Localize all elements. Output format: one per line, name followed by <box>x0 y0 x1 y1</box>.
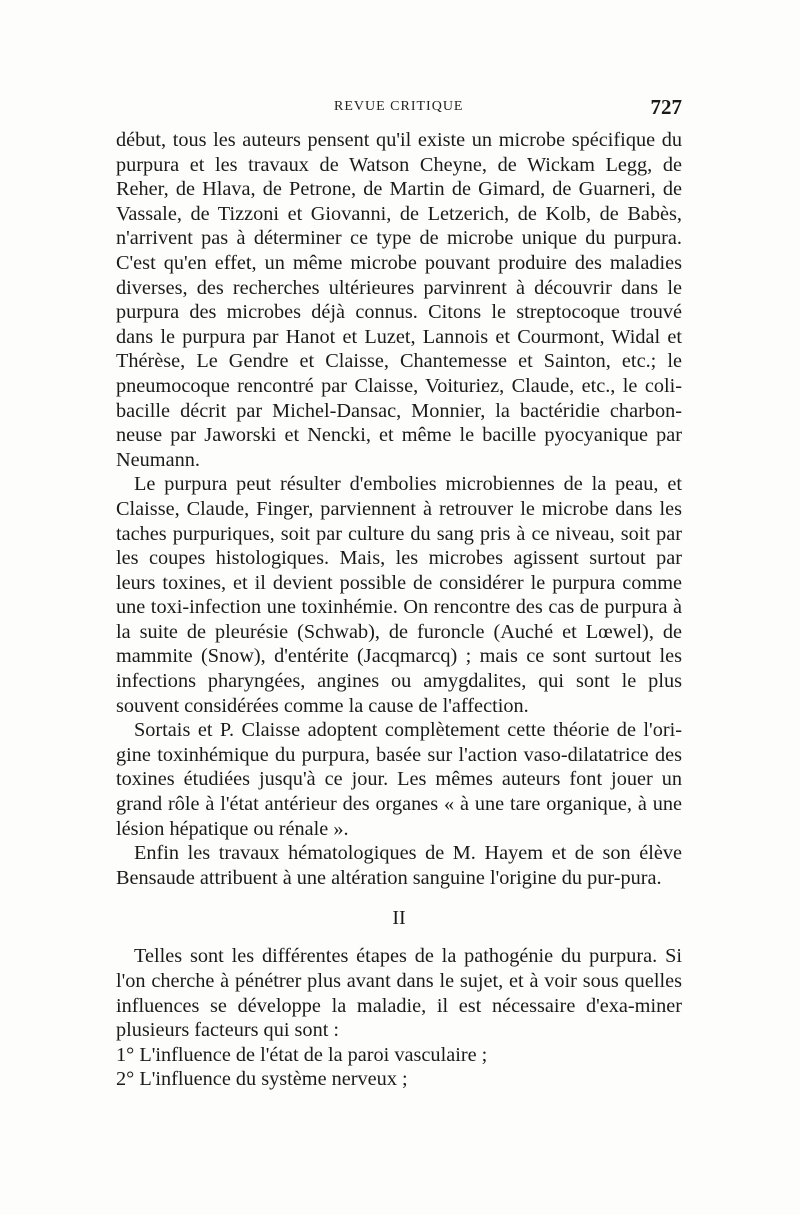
paragraph-3: Sortais et P. Claisse adoptent complètement cette théorie de l'ori-gine toxinhémique du purpura, basée sur l'action vaso-dilatatrice des toxines étudiées jusqu'à ce jour. Les mêmes auteurs font jouer un grand rôle à l'état antérieur des organes « à une tare organique, à une lésion hépatique ou rénale ». <box>116 719 682 840</box>
page-header <box>116 95 686 123</box>
paragraph-1: début, tous les auteurs pensent qu'il existe un microbe spécifique du purpura et les travaux de Watson Cheyne, de Wickam Legg, de Reher, de Hlava, de Petrone, de Martin de Gimard, de Guarneri, de Vassale, de Tizzoni et Giovanni, de Letzerich, de Kolb, de Babès, n'arrivent pas à déterminer ce type de microbe unique du purpura. C'est qu'en effet, un même microbe pouvant produire des maladies diverses, des recherches ultérieures parvinrent à découvrir dans le purpura des microbes déjà connus. Citons le streptocoque trouvé dans le purpura par Hanot et Luzet, Lannois et Courmont, Widal et Thérèse, Le Gendre et Claisse, Chantemesse et Sainton, etc.; le pneumocoque rencontré par Claisse, Voituriez, Claude, etc., le coli-bacille décrit par Michel-Dansac, Monnier, la bactéridie charbon-neuse par Jaworski et Nencki, et même le bacille pyocyanique par Neumann. <box>116 129 682 471</box>
paragraph-5: Telles sont les différentes étapes de la pathogénie du purpura. Si l'on cherche à pénétrer plus avant dans le sujet, et à voir sous quelles influences se développe la maladie, il est nécessaire d'exa-miner plusieurs facteurs qui sont : <box>116 945 682 1042</box>
section-heading: II <box>392 907 406 930</box>
paragraph-2: Le purpura peut résulter d'embolies microbiennes de la peau, et Claisse, Claude, Finger, parviennent à retrouver le microbe dans les taches purpuriques, soit par culture du sang pris à ce niveau, soit par les coupes histologiques. Mais, les microbes agissent surtout par leurs toxines, et il devient possible de considérer le purpura comme une toxi-infection une toxinhémie. On rencontre des cas de purpura à la suite de pleurésie (Schwab), de furoncle (Auché et Lœwel), de mammite (Snow), d'entérite (Jacqmarcq) ; mais ce sont surtout les infections pharyngées, angines ou amygdalites, qui sont le plus souvent considérées comme la cause de l'affection. <box>116 473 682 717</box>
page-number: 727 <box>650 95 682 119</box>
running-head: REVUE CRITIQUE <box>334 99 464 114</box>
list-item-1: 1° L'influence de l'état de la paroi vasculaire ; <box>116 1043 488 1066</box>
list-item-2: 2° L'influence du système nerveux ; <box>116 1068 408 1091</box>
paragraph-4: Enfin les travaux hématologiques de M. Hayem et de son élève Bensaude attribuent à une altération sanguine l'origine du pur-pura. <box>116 842 682 889</box>
body-text <box>116 128 682 1092</box>
